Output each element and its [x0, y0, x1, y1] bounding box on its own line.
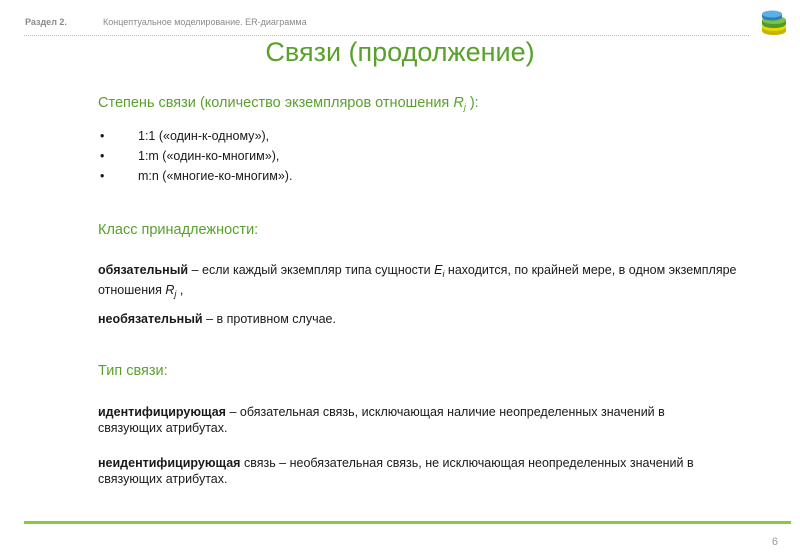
page-title: Связи (продолжение) — [265, 37, 535, 67]
header-divider — [24, 35, 749, 36]
mandatory-paragraph: обязательный – если каждый экземпляр типа сущности $E_i$ находится, по крайней мере, в одном экземпляре отношения $R_j$ , — [98, 263, 737, 299]
list-item: • 1:1 («один-к-одному»), — [98, 128, 292, 148]
stacked-database-icon — [759, 10, 789, 36]
degree-list — [98, 128, 292, 188]
header-topic: Концептуальное моделирование. ER-диаграмма — [103, 17, 307, 27]
nonidentifying-paragraph: неидентифицирующая связь – необязательная связь, не исключающая неопределенных значений в связующих атрибутах. — [98, 456, 694, 486]
membership-heading: Класс принадлежности: — [98, 222, 259, 238]
degree-heading: Степень связи (количество экземпляров отношения $R_j$ ): — [98, 95, 479, 112]
page-number: 6 — [771, 536, 778, 548]
list-item: • m:n («многие-ко-многим»). — [98, 168, 292, 188]
header-section-label: Раздел 2. — [25, 17, 67, 27]
identifying-paragraph: идентифицирующая – обязательная связь, исключающая наличие неопределенных значений в связующих атрибутах. — [98, 405, 665, 435]
link-type-heading: Тип связи: — [98, 363, 168, 379]
footer-bar — [24, 521, 791, 524]
list-item: • 1:m («один-ко-многим»), — [98, 148, 292, 168]
optional-paragraph: необязательный – в противном случае. — [98, 312, 336, 326]
